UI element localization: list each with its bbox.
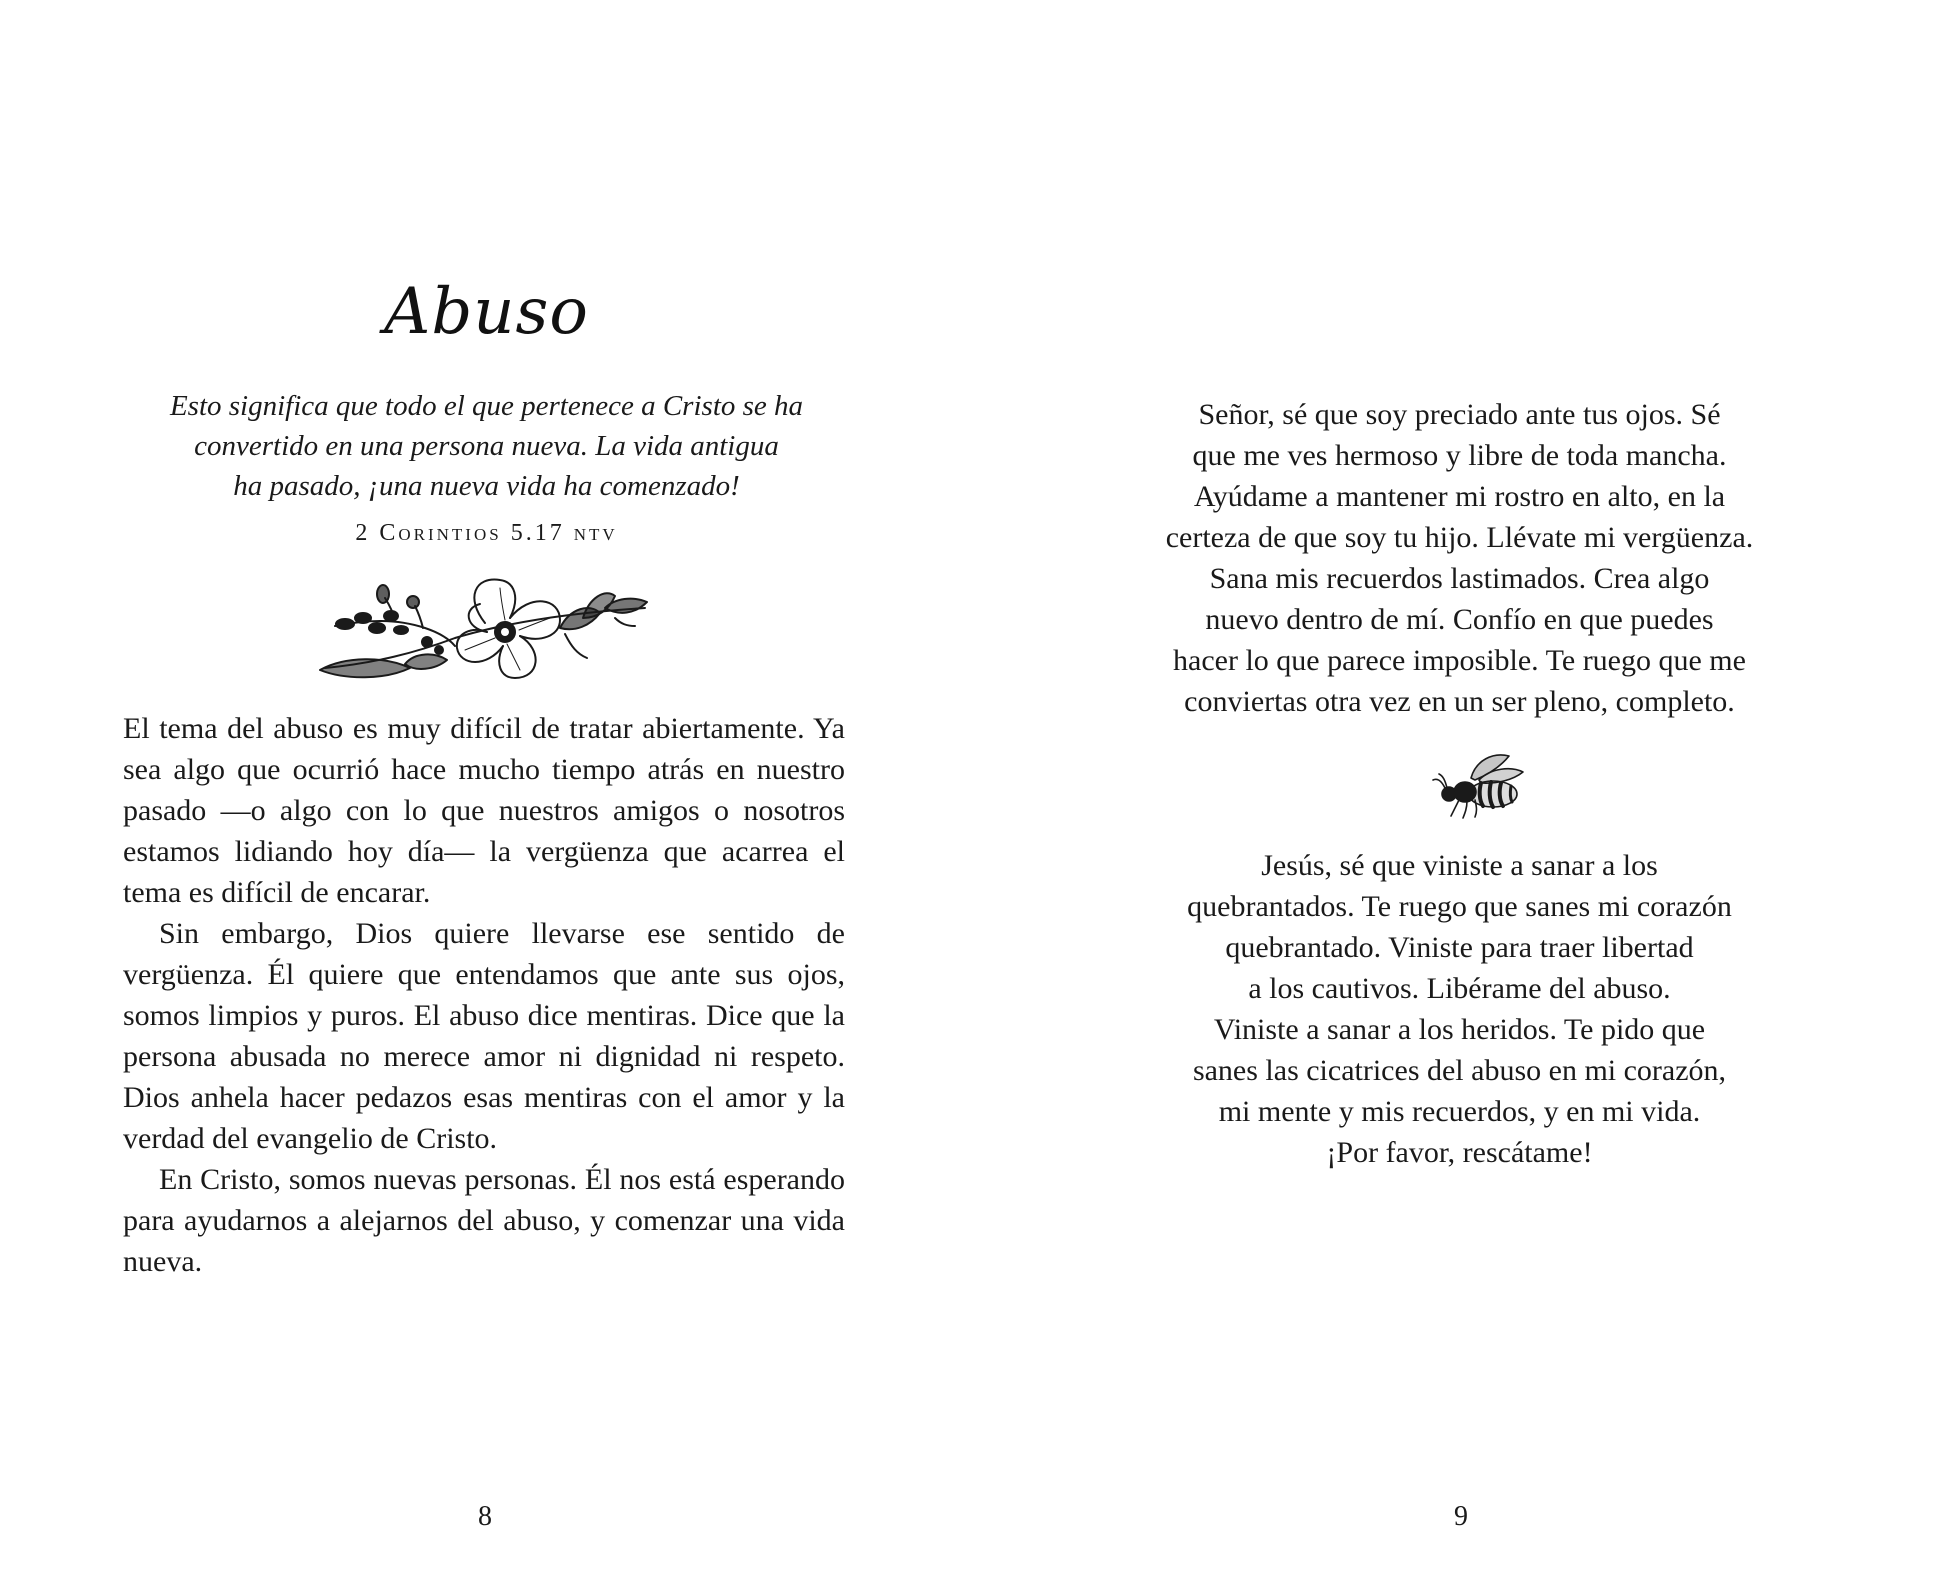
prayer-line: Jesús, sé que viniste a sanar a los <box>1261 849 1658 882</box>
page-number-right: 9 <box>1454 1501 1468 1532</box>
prayer-line: conviertas otra vez en un ser pleno, completo. <box>1184 685 1735 718</box>
prayer-line: Ayúdame a mantener mi rostro en alto, en la <box>1193 480 1726 513</box>
epigraph-line: ha pasado, ¡una nueva vida ha comenzado! <box>233 470 740 502</box>
body-text <box>123 708 845 1282</box>
prayer-line: Viniste a sanar a los heridos. Te pido que <box>1213 1013 1706 1046</box>
prayer-block <box>1063 394 1856 722</box>
prayer-line: a los cautivos. Libérame del abuso. <box>1248 972 1671 1005</box>
prayer-line: Sana mis recuerdos lastimados. Crea algo <box>1209 562 1710 595</box>
epigraph-line: Esto significa que todo el que pertenece a Cristo se ha <box>169 390 804 422</box>
body-paragraph: En Cristo, somos nuevas personas. Él nos está esperando para ayudarnos a alejarnos del abuso, y comenzar una vida nueva. <box>123 1163 845 1278</box>
prayer-line: quebrantado. Viniste para traer libertad <box>1225 931 1694 964</box>
prayer-line: ¡Por favor, rescátame! <box>1326 1136 1593 1169</box>
prayer-block <box>1063 845 1856 1173</box>
prayer-line: quebrantados. Te ruego que sanes mi corazón <box>1187 890 1732 923</box>
body-paragraph: Sin embargo, Dios quiere llevarse ese sentido de vergüenza. Él quiere que entendamos que ante sus ojos, somos limpios y puros. El abuso dice mentiras. Dice que la persona abusada no merece amor ni dignidad ni respeto. Dios anhela hacer pedazos esas mentiras con el amor y la verdad del evangelio de Cristo. <box>123 917 845 1155</box>
chapter-title: Abuso <box>384 275 589 349</box>
epigraph-line: convertido en una persona nueva. La vida antigua <box>194 430 779 462</box>
page-number-left: 8 <box>478 1501 492 1532</box>
flower-ornament-icon <box>315 568 655 688</box>
bee-ornament-icon <box>1431 750 1531 820</box>
body-paragraph: El tema del abuso es muy difícil de tratar abiertamente. Ya sea algo que ocurrió hace mucho tiempo atrás en nuestro pasado —o algo con lo que nuestros amigos o nosotros estamos lidiando hoy día— la vergüenza que acarrea el tema es difícil de encarar. <box>123 712 845 909</box>
prayer-line: Señor, sé que soy preciado ante tus ojos. Sé <box>1198 398 1721 431</box>
prayer-line: sanes las cicatrices del abuso en mi corazón, <box>1192 1054 1727 1087</box>
prayer-line: nuevo dentro de mí. Confío en que puedes <box>1205 603 1714 636</box>
prayer-line: que me ves hermoso y libre de toda mancha. <box>1192 439 1727 472</box>
epigraph-reference: 2 Corintios 5.17 ntv <box>355 520 618 546</box>
prayer-line: hacer lo que parece imposible. Te ruego que me <box>1173 644 1746 677</box>
prayer-line: certeza de que soy tu hijo. Llévate mi vergüenza. <box>1165 521 1754 554</box>
right-page <box>973 0 1946 1581</box>
epigraph <box>120 386 853 506</box>
prayer-line: mi mente y mis recuerdos, y en mi vida. <box>1218 1095 1701 1128</box>
